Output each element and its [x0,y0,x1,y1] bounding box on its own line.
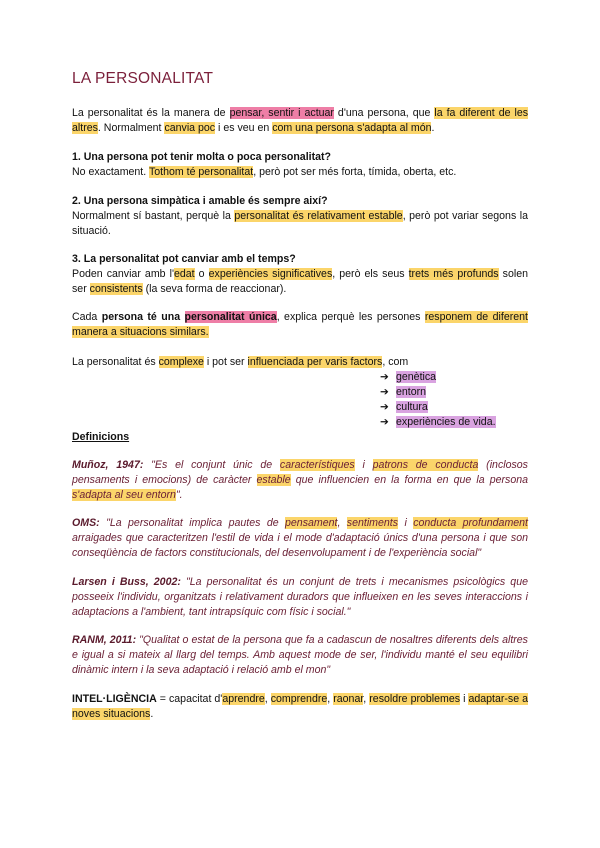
text: d'una persona, que [333,107,435,119]
text: , però pot ser més forta, tímida, oberta, etc. [253,166,457,178]
text: , com [382,356,409,368]
text: Cada [72,311,102,323]
text: "La personalitat implica pautes de [99,517,286,529]
text: que influencien en la forma en que la persona [290,474,528,486]
unique-paragraph [72,310,528,340]
highlight: influenciada per varis factors [247,356,383,368]
question-1 [72,150,528,180]
text [180,311,184,323]
factors-list [380,370,496,430]
factor-label: cultura [396,401,428,413]
text: (la seva forma de reaccionar). [142,283,287,295]
text: , [264,693,271,705]
question-heading: 1. Una persona pot tenir molta o poca personalitat? [72,151,331,163]
highlight: Tothom té personalitat [148,166,254,178]
text: , però els seus [332,268,409,280]
highlight: característiques [279,459,355,471]
highlight: trets més profunds [408,268,499,280]
highlight: conducta profundament [413,517,528,529]
author: OMS: [72,517,100,529]
text: "Qualitat o estat de la persona que fa a cadascun de nosaltres diferents dels altres e igual a si mateix al llarg del temps. Amb aquest mode de ser, l'individu manté el seu equilibri dinàmic intern i la seva adaptació i relació amb el mon" [72,634,528,676]
list-item [380,400,496,415]
text: Normalment sí bastant, perquè la [72,210,235,222]
text: . Normalment [97,122,165,134]
highlight: complexe [158,356,204,368]
text: solen ser [72,268,528,295]
text: i [460,693,469,705]
definitions-heading: Definicions [72,431,130,443]
text: "La personalitat és un conjunt de trets i mecanismes psicològics que posseeix l'individu, organitzats i relativament duradors que influeixen en les seves interaccions i adaptacions a l'ambient, tant intrapsíquic com físic i social." [72,576,528,618]
text: , explica perquè les persones [276,311,425,323]
question-2 [72,194,528,239]
text: La personalitat és la manera de [72,107,230,119]
highlight: canvia poc [164,122,216,134]
highlight: raonar [333,693,364,705]
highlight: adaptar-se a noves situacions [72,693,529,720]
definition-larsen [72,575,528,620]
highlight: com una persona s'adapta al món [272,122,432,134]
factor-label: experiències de vida. [396,416,496,428]
question-heading: 3. La personalitat pot canviar amb el temps? [72,253,296,265]
highlight: personalitat única [184,311,277,323]
term: INTEL·LIGÈNCIA [72,693,157,705]
text: i es veu en [215,122,273,134]
highlight: responem de diferent manera a situacions similars. [72,311,528,338]
text: . [431,122,435,134]
text: La personalitat és [72,356,159,368]
highlight: sentiments [346,517,399,529]
highlight: la fa diferent de les altres [72,107,529,134]
highlight: resoldre problemes [369,693,461,705]
definition-oms [72,516,528,561]
text: , [327,693,334,705]
arrow-right-icon: ➔ [380,401,389,413]
question-3 [72,252,528,297]
text: . [150,708,154,720]
arrow-right-icon: ➔ [380,371,389,383]
highlight: pensar, sentir i actuar [229,107,334,119]
arrow-right-icon: ➔ [380,386,389,398]
definition-ranm [72,633,528,678]
text: ". [175,489,183,501]
complex-paragraph [72,355,528,370]
text: arraigades que caracteritzen l'estil de vida i el mode d'adaptació únics d'una persona i que son conseqüència de factors constitucionals, del desenvolupament i de l'experiència social" [72,532,528,559]
list-item [380,385,496,400]
highlight: pensament [285,517,338,529]
factor-label: entorn [396,386,427,398]
text: No exactament. [72,166,149,178]
author: Muñoz, 1947: [72,459,144,471]
text: "Es el conjunt únic de [143,459,280,471]
text: (inclosos pensaments i emocions) de caràcter [72,459,528,486]
author: RANM, 2011: [72,634,137,646]
text: i [398,517,414,529]
highlight: aprendre [222,693,265,705]
arrow-right-icon: ➔ [380,416,389,428]
highlight: s'adapta al seu entorn [72,489,176,501]
highlight: experiències significatives [208,268,333,280]
bold-text: persona té una [101,311,181,323]
text: i [354,459,373,471]
list-item [380,370,496,385]
text: , però pot variar segons la situació. [72,210,528,237]
text: o [194,268,209,280]
author: Larsen i Buss, 2002: [72,576,181,588]
definition-munoz [72,458,528,503]
highlight: estable [256,474,291,486]
highlight: personalitat és relativament estable [234,210,403,222]
text: , [337,517,347,529]
highlight: consistents [89,283,143,295]
list-item [380,415,496,430]
highlight: edat [173,268,195,280]
text: = capacitat d' [156,693,223,705]
text: Poden canviar amb l' [72,268,174,280]
highlight: comprendre [270,693,328,705]
question-heading: 2. Una persona simpàtica i amable és sempre així? [72,195,328,207]
text: , [363,693,370,705]
highlight: patrons de conducta [372,459,479,471]
intro-paragraph [72,106,528,136]
intelligence-definition [72,692,528,722]
page-title: LA PERSONALITAT [72,70,214,87]
factor-label: genètica [396,371,437,383]
text: i pot ser [203,356,248,368]
